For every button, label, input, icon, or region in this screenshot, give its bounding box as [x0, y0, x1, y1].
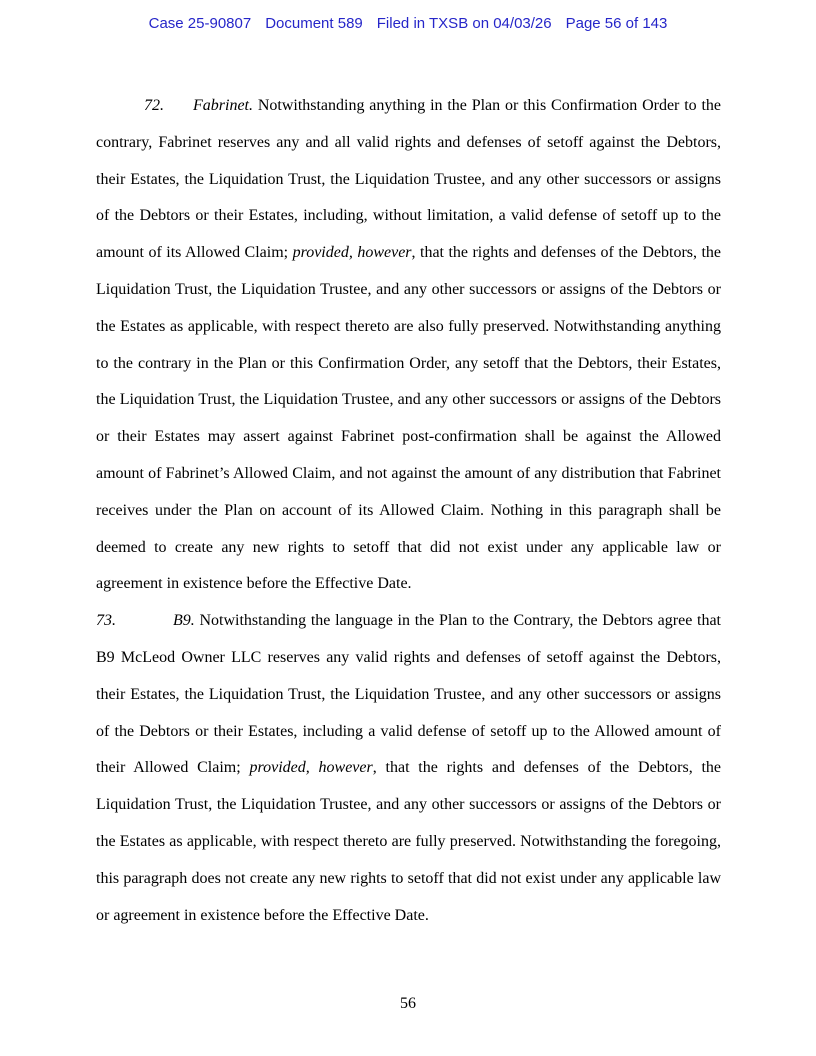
italic-phrase: provided, however [249, 759, 373, 777]
paragraph-text: , that the rights and defenses of the Debtors, the Liquidation Trust, the Liquidation Trustee, and any other successors or assigns of the Debtors or the Estates as applicable, with respect thereto are fully preserved. Notwithstanding the foregoing, this paragraph does not create any new rights to setoff that did not exist under any applicable law or agreement in existence before the Effective Date. [96, 759, 722, 924]
document-body [96, 88, 721, 934]
filing-info: Filed in TXSB on 04/03/26 [376, 15, 552, 32]
page-info: Page 56 of 143 [565, 15, 668, 32]
case-stamp-header [0, 15, 816, 32]
paragraph-73 [96, 603, 721, 934]
page-number-footer: 56 [400, 995, 416, 1012]
italic-phrase: provided, however [292, 244, 412, 262]
paragraph-number: 72. [144, 97, 164, 114]
paragraph-heading: B9. [173, 612, 195, 630]
document-number: Document 589 [265, 15, 363, 32]
paragraph-text: , that the rights and defenses of the Debtors, the Liquidation Trust, the Liquidation Trustee, and any other successors or assigns of the Debtors or the Estates as applicable, with respect thereto are also fully preserved. Notwithstanding anything to the contrary in the Plan or this Confirmation Order, any setoff that the Debtors, their Estates, the Liquidation Trust, the Liquidation Trustee, and any other successors or assigns of the Debtors or their Estates may assert against Fabrinet post-confirmation shall be against the Allowed amount of Fabrinet’s Allowed Claim, and not against the amount of any distribution that Fabrinet receives under the Plan on account of its Allowed Claim. Nothing in this paragraph shall be deemed to create any new rights to setoff that did not exist under any applicable law or agreement in existence before the Effective Date. [96, 244, 722, 593]
paragraph-number: 73. [96, 612, 116, 630]
case-number: Case 25-90807 [148, 15, 252, 32]
paragraph-text: Notwithstanding the language in the Plan to the Contrary, the Debtors agree that B9 McLeod Owner LLC reserves any valid rights and defenses of setoff against the Debtors, their Estates, the Liquidation Trust, the Liquidation Trustee, and any other successors or assigns of the Debtors or their Estates, including a valid defense of setoff up to the Allowed amount of their Allowed Claim; [96, 612, 721, 777]
paragraph-72 [96, 88, 721, 603]
paragraph-text: Notwithstanding anything in the Plan or this Confirmation Order to the contrary, Fabrinet reserves any and all valid rights and defenses of setoff against the Debtors, their Estates, the Liquidation Trust, the Liquidation Trustee, and any other successors or assigns of the Debtors or their Estates, including, without limitation, a valid defense of setoff up to the amount of its Allowed Claim; [96, 97, 721, 262]
paragraph-heading: Fabrinet. [193, 97, 253, 114]
